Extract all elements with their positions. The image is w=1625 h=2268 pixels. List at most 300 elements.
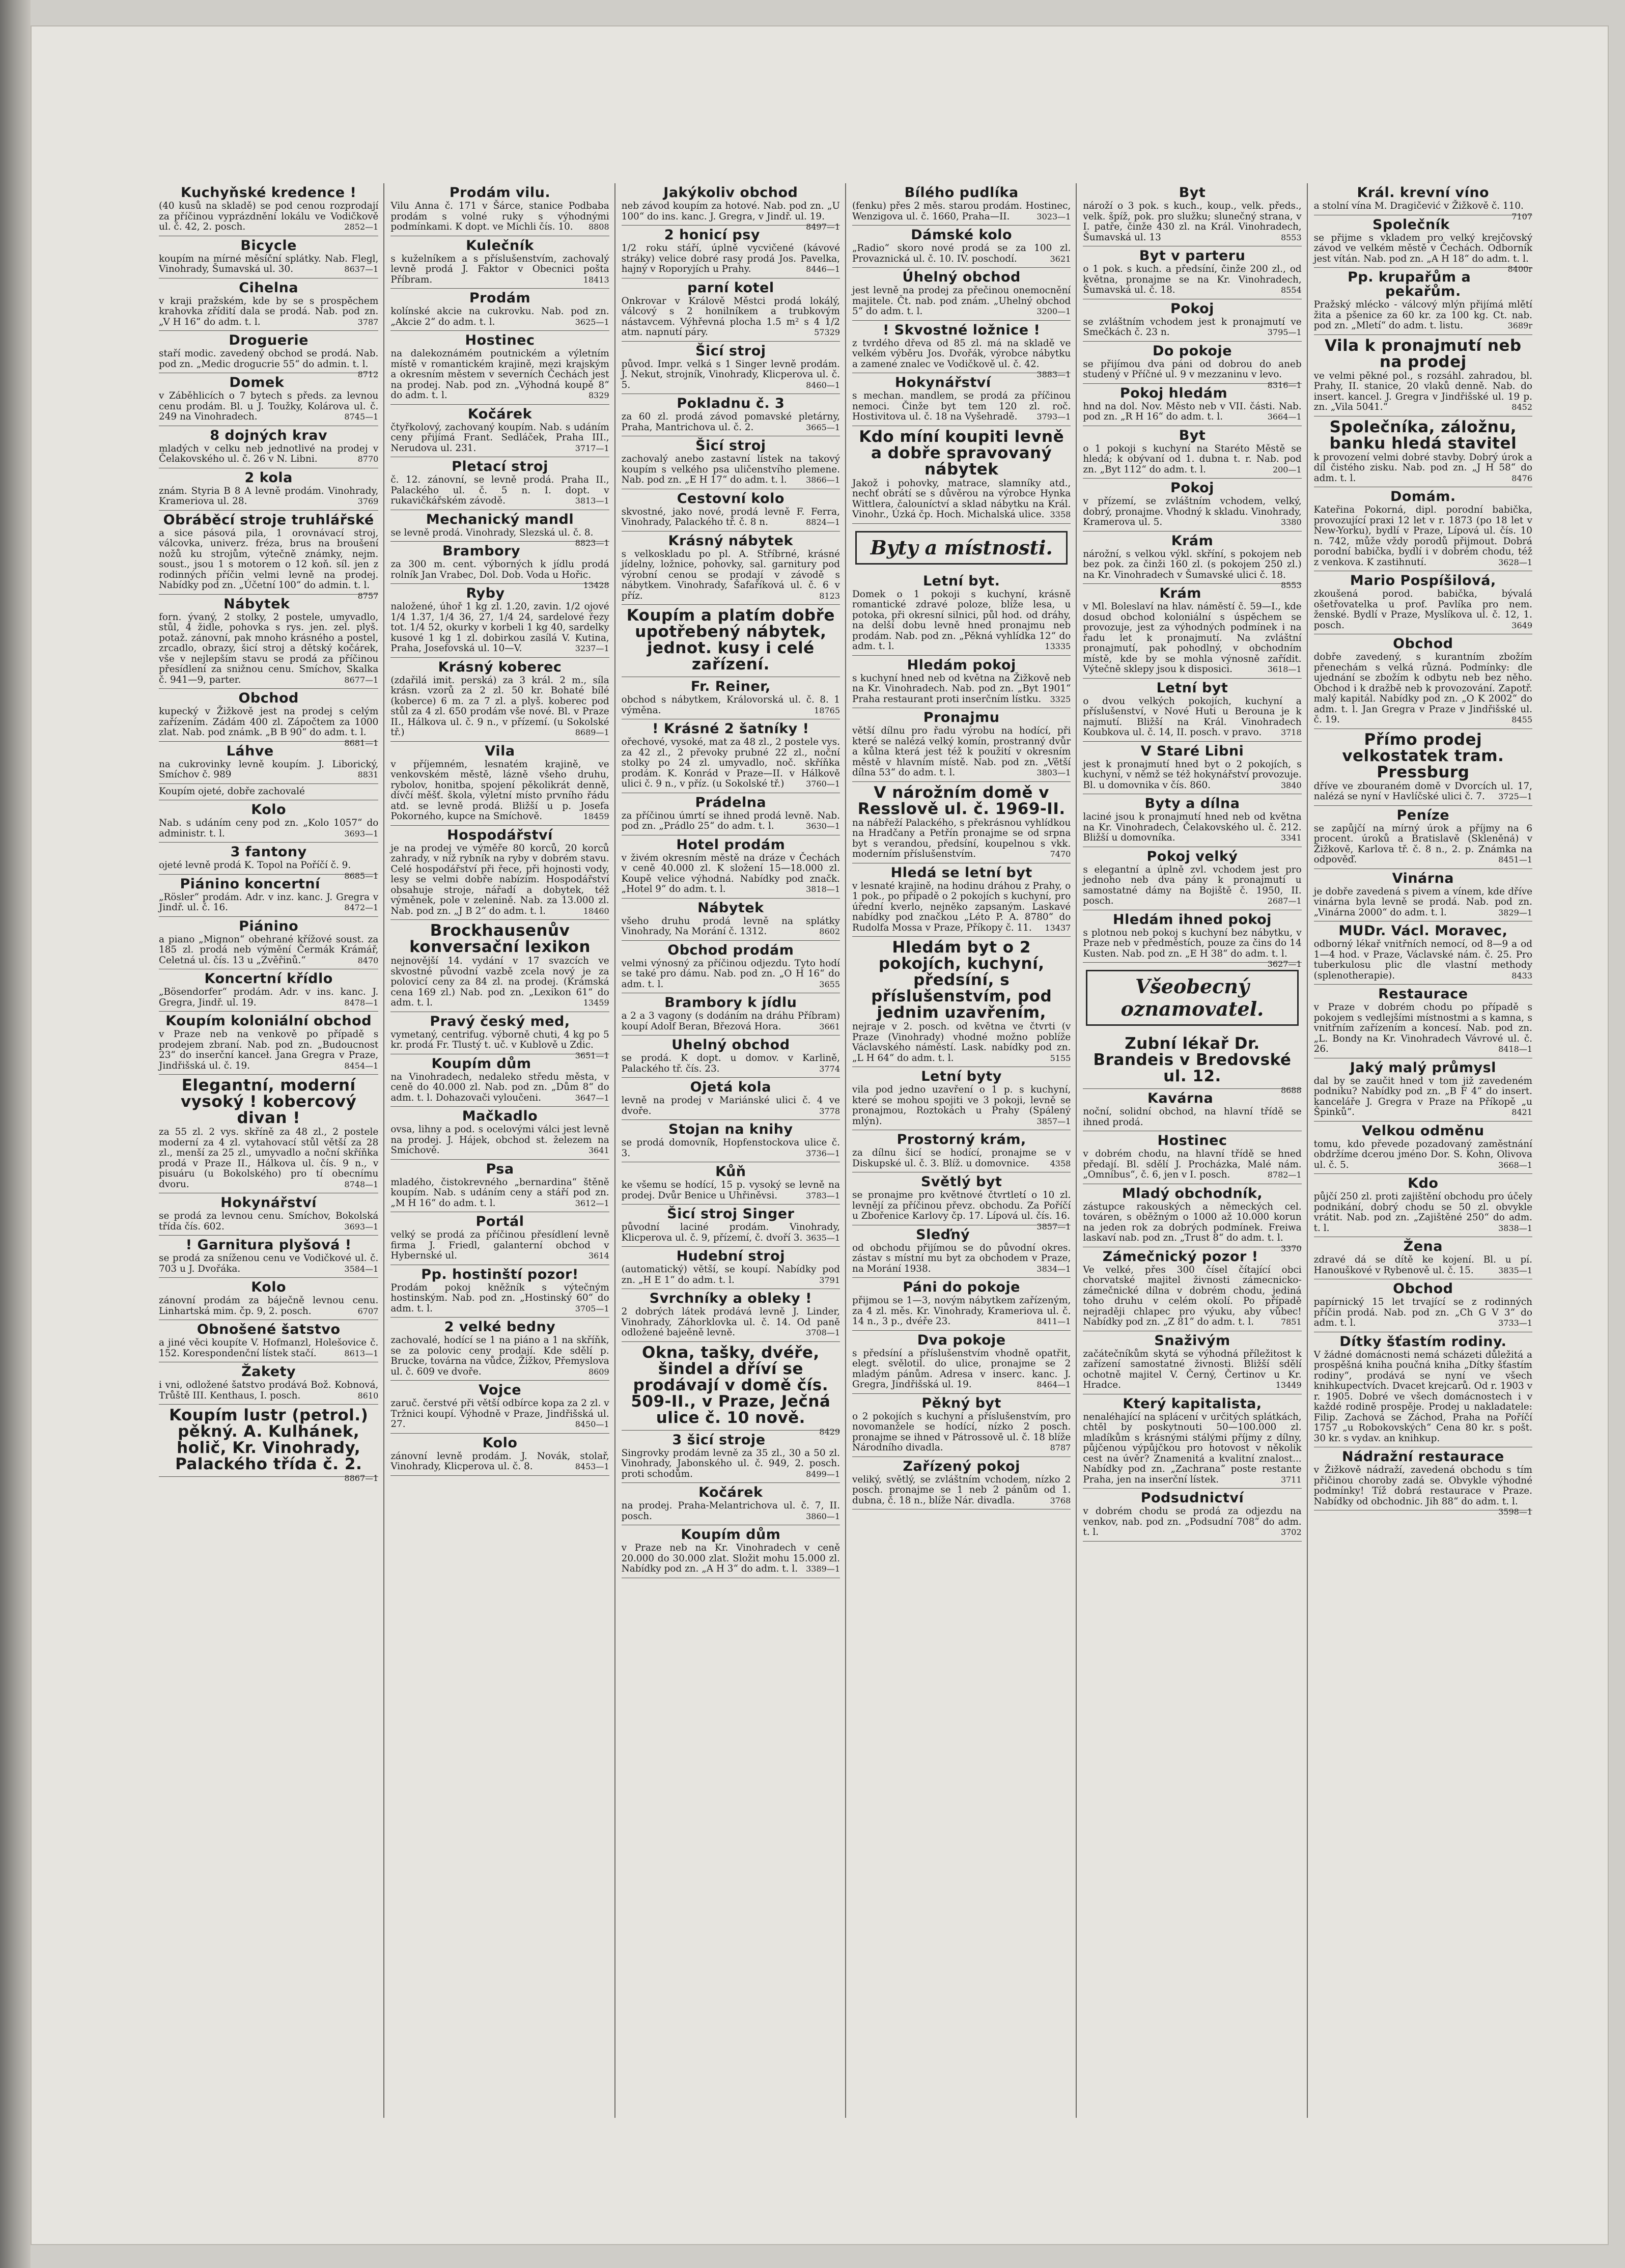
ad-text	[1314, 939, 1532, 981]
ad-code: 3702	[1280, 1527, 1302, 1537]
ad-code: 57329	[814, 327, 840, 337]
ad-text	[159, 1127, 378, 1190]
ad-text	[1083, 358, 1302, 390]
ad-body: a 2 a 3 vagony (s dodáním na dráhu Příbram) koupí Adolf Beran, Březová Hora.	[621, 1011, 840, 1032]
ad-body: dříve ve zbouraném domě v Dvorcích ul. 17, nalézá se nyní v Havlíčské ulici č. 7.	[1313, 780, 1532, 802]
ad-body: laciné jsou k pronajmutí hned neb od května na Kr. Vinohradech, Čelakovského ul. č. 212. Bližší u domovníka.	[1083, 811, 1302, 843]
classified-ad	[1314, 1122, 1532, 1174]
ad-code: 8497—1	[806, 222, 840, 232]
ad-code: 8712	[357, 370, 379, 379]
classified-ad	[390, 1318, 609, 1381]
ad-heading: Kolo	[482, 1435, 518, 1451]
ad-body: původ. Impr. velká s 1 Singer levně prodám. J. Nekut, strojník, Vinohrady, Klicperova ul. č. 5.	[621, 358, 840, 390]
ad-heading: Pronajmu	[923, 710, 1000, 725]
ad-text	[852, 338, 1071, 379]
ad-code: 3668—1	[1498, 1160, 1532, 1170]
ad-body: Pražský mlécko - válcový mlýn přijímá mlětí žita a pšenice za 60 kr. za 100 kg. Ct. nab. pod zn. „Mletí“ do adm. t. listu.	[1313, 299, 1532, 331]
ad-code: 3795—1	[1267, 327, 1302, 337]
ad-text	[852, 818, 1071, 860]
ad-body: velmi výnosný za příčinou odjezdu. Tyto hodí se také pro dámu. Nab. pod zn. „O H 16“ do adm. t. l.	[621, 958, 840, 990]
ad-heading: Prodám vilu.	[449, 185, 551, 201]
classified-ad	[159, 426, 378, 468]
ad-code: 3857—1	[1036, 1221, 1071, 1231]
ad-heading: Kočárek	[467, 406, 533, 422]
ad-code: 8453—1	[575, 1462, 609, 1471]
ad-code: 3628—1	[1498, 557, 1532, 567]
ad-body: čtyřkolový, zachovaný koupím. Nab. s udáním ceny přijímá Frant. Sedláček, Praha III., Nerudova ul. 231.	[390, 422, 609, 454]
ad-heading: Vinárna	[1392, 870, 1454, 886]
ad-body: se prodá domovník, Hopfenstockova ulice č. 3.	[621, 1137, 840, 1159]
ad-heading: Velkou odměnu	[1362, 1123, 1484, 1139]
ad-body: se zapůjčí na mírný úrok a příjmy na 6 procent. úroků a Bratislavě (Skleněná) v Žižkově, Karlova tř. č. 8 n., 2. p. Známka na odpověď.	[1313, 823, 1532, 865]
ad-body: tomu, kdo převede pozadovaný zaměstnání obdržíme dcerou jméno Dor. S. Kohn, Olivova ul. č. 5.	[1313, 1138, 1532, 1170]
ad-heading: Žakety	[241, 1364, 296, 1380]
classified-ad	[159, 1012, 378, 1075]
ad-text	[159, 860, 379, 881]
ad-text	[159, 391, 378, 423]
ad-body: Domek o 1 pokoji s kuchyní, krásně romantické zdravé poloze, blíže lesa, u potoka, při okresní silnici, půl hod. od dráhy, na delší dobu levně hned pronajmu neb prodám. Nab. pod zn. „Pěkná vyhlídka 12“ do adm. t. l.	[852, 589, 1071, 652]
classified-ad	[852, 937, 1071, 1067]
ad-body: staří modic. zavedený obchod se prodá. Nab. pod zn. „Medic drogucrie 55“ do admin. t. l.	[159, 348, 379, 370]
classified-ad	[390, 1012, 609, 1060]
ad-text	[159, 1211, 378, 1232]
ad-heading: Psa	[486, 1161, 514, 1177]
ad-code: 4358	[1050, 1158, 1071, 1168]
ad-heading: Kdo míní koupiti levně a dobře spravovaný nábytek	[859, 427, 1064, 479]
ad-heading: 2 kola	[244, 469, 293, 486]
ad-heading: V nárožním domě v Resslově ul. č. 1969-II.	[857, 783, 1066, 818]
classified-ad	[1314, 1174, 1532, 1237]
ad-heading: ! Garnitura plyšová !	[185, 1237, 352, 1253]
ad-text	[1314, 652, 1532, 725]
ad-code: 3803—1	[1036, 768, 1071, 777]
classified-ad	[1314, 634, 1532, 729]
classified-ad	[1314, 985, 1532, 1058]
classified-ad	[622, 1162, 840, 1205]
classified-ad	[1314, 806, 1532, 869]
ad-body: původní laciné prodám. Vinohrady, Klicperova ul. č. 9, přízemí, č. dvoří 3.	[621, 1222, 840, 1243]
ad-heading: Šicí stroj	[695, 438, 766, 454]
classified-ad	[852, 1278, 1071, 1331]
ad-code: 8553	[1280, 580, 1302, 590]
ad-code: 3370	[1280, 1243, 1302, 1253]
classified-ad	[852, 183, 1071, 226]
ad-body: dal by se zaučit hned v tom již zavedeném podniku? Nabídky pod zn. „B F 4“ do insert. kanceláře J. Gregra v Praze na Příkopě „u Špinků“.	[1313, 1075, 1532, 1117]
ad-text	[1314, 300, 1532, 331]
ad-text	[1083, 264, 1301, 296]
classified-ad	[159, 331, 379, 379]
classified-ad	[1083, 1331, 1301, 1394]
ad-heading: Bílého pudlíka	[904, 185, 1019, 201]
ad-heading: Hotel prodám	[676, 836, 786, 853]
ad-body: forn. ývaný, 2 stolky, 2 postele, umyvadlo, stůl, 4 židle, pohovka s rys. jen. zel. plyš. potaž. zánovní, pak mnoho krásného a postel, zrcadlo, obrazy, šicí stroj a dětský kočárek, vše v nejlepším stavu se prodá za příčinou přesídlení za snižnou cenu. Smíchov, Skalka č. 941—9, parter.	[159, 611, 379, 685]
ad-heading: Žena	[1403, 1239, 1443, 1254]
ad-heading: Krásný nábytek	[668, 533, 793, 549]
ad-heading: Přímo prodej velkostatek tram. Pressburg	[1342, 730, 1504, 781]
ad-code: 8782—1	[1267, 1170, 1302, 1180]
ad-text	[621, 201, 840, 232]
ad-body: s předsíní a příslušenstvím vhodně opatřit, elegt. svělotil. do ulice, pronajme se 2 mladým pánům. Adresa v inserc. kanc. J. Gregra, Jindřišská ul. 19.	[852, 1348, 1071, 1390]
ad-text	[852, 881, 1071, 934]
ad-code: 8677—1	[344, 675, 379, 685]
ad-heading: Dámské kolo	[911, 227, 1013, 243]
ad-body: na dalekoznámém poutnickém a výletním místě v romantickém krajině, mezi krajským a okresním městem v severních Čechách jest na prodej. Nab. pod zn. „Výhodná koupě 8“ do adm. t. l.	[390, 348, 609, 401]
ad-text	[1083, 1349, 1301, 1391]
ad-body: „Bösendorfer“ prodám. Adr. v ins. kanc. J. Gregra, Jindř. ul. 19.	[159, 987, 379, 1008]
ad-code: 8460—1	[806, 380, 840, 390]
ad-text	[852, 1349, 1071, 1390]
ad-text	[622, 1096, 840, 1116]
ad-heading: Kolo	[251, 1279, 287, 1295]
ad-text	[159, 444, 378, 465]
classified-ad	[622, 436, 840, 489]
ad-code: 8745—1	[344, 412, 379, 422]
column-1	[153, 183, 383, 2118]
classified-ad	[390, 584, 609, 658]
classified-ad	[622, 489, 840, 531]
ad-text	[159, 201, 378, 233]
classified-ad	[390, 331, 609, 405]
ad-text	[852, 1296, 1071, 1327]
classified-ad	[159, 595, 378, 689]
ad-text	[1083, 1107, 1301, 1128]
classified-ad	[1314, 1237, 1532, 1279]
ad-heading: Pp. krupařům a pekařům.	[1348, 269, 1471, 299]
ad-code: 8316—1	[1267, 380, 1302, 390]
ad-code: 3834—1	[1036, 1264, 1071, 1274]
ad-text	[1314, 453, 1532, 484]
ad-text	[390, 201, 609, 233]
ad-heading: Pp. hostinští pozor!	[421, 1266, 579, 1282]
ad-text	[1314, 1350, 1532, 1444]
ad-heading: Prádelna	[695, 794, 767, 810]
ad-code: 3693—1	[344, 828, 379, 838]
ad-body: v kraji pražském, kde by se s prospěchem krahovka zřídití dala se prodá. Nab. pod zn. „V H 16“ do adm. t. l.	[159, 295, 379, 327]
ad-code: 7107	[1511, 211, 1532, 221]
ad-heading: Byt	[1179, 427, 1206, 443]
ad-heading: Hledám ihned pokoj	[1113, 911, 1272, 928]
ad-heading: Pravý český med,	[430, 1013, 570, 1029]
ad-text	[1314, 1076, 1532, 1118]
ad-code: 3380	[1280, 517, 1302, 527]
classified-ad	[622, 677, 840, 719]
ad-text	[1083, 402, 1301, 423]
ad-heading: Vojce	[478, 1382, 522, 1398]
classified-ad	[1083, 794, 1301, 847]
ad-code: 3860—1	[806, 1511, 840, 1521]
classified-ad	[390, 826, 609, 920]
ad-text	[159, 527, 379, 601]
classified-ad	[852, 1130, 1071, 1172]
classified-ad	[622, 226, 840, 278]
classified-ad	[1083, 342, 1302, 390]
ad-text	[1314, 505, 1532, 568]
ad-body: půjčí 250 zl. proti zajištění obchodu pro účely podnikání, dobrý chodu se 50 zl. obvykle vrátit. Nab. pod zn. „Zajištěné 250“ do adm. t. l.	[1313, 1191, 1532, 1234]
ad-code: 8478—1	[344, 997, 379, 1007]
classified-ad	[1083, 1131, 1301, 1184]
ad-text	[1083, 812, 1301, 844]
ad-text	[622, 1011, 840, 1032]
classified-ad	[852, 373, 1071, 426]
ad-text	[622, 1265, 840, 1285]
classified-ad	[852, 1225, 1071, 1278]
ad-heading: Obchod	[238, 690, 299, 706]
ad-body: nejraje v 2. posch. od května ve čtvrti (v Praze (Vinohrady) vhodné možno poblíže Václavského náměstí. Lask. nabídky pod zn. „L H 64“ do adm. t. l.	[852, 1021, 1071, 1063]
ad-heading: Restaurace	[1378, 986, 1468, 1002]
ad-text	[390, 1283, 609, 1314]
ad-body: Koupím ojeté, dobře zachovalé	[159, 786, 305, 797]
ad-heading: Nábytek	[697, 900, 764, 916]
ad-heading: Byt v parteru	[1139, 248, 1246, 264]
ad-code: 3883—1	[1036, 370, 1071, 379]
ad-heading: Prostorný krám,	[896, 1132, 1026, 1147]
ad-code: 3627—1	[1267, 959, 1302, 969]
ad-code: 3705—1	[575, 1303, 609, 1313]
ad-body: ke všemu se hodící, 15 p. vysoký se levně na prodej. Dvůr Benice u Uhřiněvsi.	[621, 1180, 840, 1201]
classified-columns	[153, 183, 1537, 2118]
ad-heading: Společníka, záložnu, banku hledá stavitel	[1329, 417, 1517, 453]
ad-body: ojeté levně prodá K. Topol na Poříčí č. 9.	[159, 860, 351, 871]
ad-heading: Kdo	[1408, 1175, 1439, 1191]
ad-text	[390, 1072, 609, 1104]
ad-body: zánovní prodám za báječně levnou cenu. Linhartská mim. čp. 9, 2. posch.	[159, 1295, 379, 1317]
ad-code: 8429	[819, 1426, 840, 1437]
classified-ad	[159, 843, 379, 881]
ad-text	[159, 1380, 378, 1401]
ad-code: 8476	[1511, 473, 1532, 483]
ad-code: 3237—1	[575, 643, 609, 653]
ad-body: s mechan. mandlem, se prodá za příčinou nemoci. Činže byt tem 120 zl. roč. Hostivitova ul. č. 18 na Vyšehradě.	[852, 390, 1071, 422]
ad-heading: Krám	[1159, 585, 1201, 601]
ad-body: Prodám pokoj kněžník s výtečným hostinským. Nab. pod zn. „Hostinský 60“ do adm. t. l.	[390, 1282, 609, 1314]
ad-text	[1314, 887, 1532, 918]
ad-text	[1083, 1149, 1301, 1181]
ad-code: 8451—1	[1498, 855, 1532, 864]
classified-ad	[622, 1525, 840, 1578]
ad-text	[852, 1412, 1071, 1453]
ad-text	[1083, 201, 1301, 243]
ad-text	[390, 1335, 609, 1377]
ad-body: s elegantní a úplně zvl. vchodem jest pro jednoho neb dva pány k pronajmutí u samostatné dámy na Bojiště č. 1950, II. posch.	[1083, 864, 1302, 906]
ad-code: 3598—1	[1498, 1507, 1532, 1517]
classified-ad	[622, 719, 840, 793]
ad-heading: Šicí stroj	[695, 343, 766, 359]
ad-text	[1314, 589, 1532, 631]
ad-code: 3813—1	[575, 496, 609, 506]
ad-heading: Hudební stroj	[676, 1248, 785, 1264]
ad-heading: Úhelný obchod	[902, 269, 1021, 285]
ad-code: 3664—1	[1267, 412, 1302, 422]
ad-body: (automatický) větší, se koupí. Nabídky pod zn. „H E 1“ do adm. t. l.	[621, 1264, 840, 1285]
classified-ad	[390, 1160, 609, 1213]
ad-heading: Hledám byt o 2 pokojích, kuchyní, předsíní, s příslušenstvím, pod jednim uzavřením,	[871, 938, 1052, 1022]
ad-text	[390, 676, 609, 738]
ad-heading: Kůň	[715, 1164, 746, 1180]
ad-code: 8602	[819, 927, 840, 936]
ad-heading: Obchod prodám	[667, 942, 794, 958]
classified-ad	[1083, 1394, 1301, 1489]
ad-body: se levně prodá. Vinohrady, Slezská ul. č. 8.	[390, 527, 594, 538]
ad-heading: Jaký malý průmysl	[1350, 1059, 1496, 1076]
section-banner: Byty a místnosti.	[855, 531, 1068, 565]
ad-body: mladého, čistokrevného „bernardina“ štěně koupím. Nab. s udáním ceny a stáří pod zn. „M H 16“ do adm. t. l.	[390, 1177, 609, 1209]
ad-heading: Bicycle	[240, 237, 297, 254]
ad-body: v Záběhlicích o 7 bytech s předs. za levnou cenu prodám. Bl. u J. Toužky, Kolárova ul. č. 249 na Vinohradech.	[159, 390, 379, 422]
classified-ad	[622, 1342, 840, 1437]
ad-heading: Nábytek	[223, 596, 290, 612]
ad-heading: Pletací stroj	[452, 459, 548, 474]
classified-ad	[1083, 299, 1301, 342]
ad-heading: Koupím dům	[681, 1527, 781, 1543]
ad-code: 3584—1	[344, 1264, 379, 1274]
ad-heading: Pokoj	[1170, 300, 1214, 317]
classified-ad	[159, 183, 378, 236]
ad-text	[1314, 824, 1532, 865]
ad-body: kolínské akcie na cukrovku. Nab. pod zn. „Akcie 2“ do adm. t. l.	[390, 306, 609, 327]
ad-text	[852, 1190, 1071, 1231]
column-2	[383, 183, 614, 2118]
ad-heading: Hledám pokoj	[907, 657, 1016, 673]
classified-ad	[159, 784, 378, 801]
ad-text	[159, 818, 378, 839]
classified-ad	[622, 1289, 840, 1342]
ad-heading: Do pokoje	[1152, 343, 1232, 359]
ad-text	[852, 590, 1071, 652]
classified-ad	[622, 941, 840, 994]
ad-code: 3783—1	[806, 1190, 840, 1200]
classified-ad	[622, 899, 840, 941]
ad-body: se zvláštním vchodem jest k pronajmutí ve Smečkách č. 23 n.	[1083, 316, 1302, 338]
ad-code: 3787	[357, 317, 379, 327]
ad-text	[852, 1243, 1071, 1275]
classified-ad	[852, 708, 1071, 782]
ad-code: 8470	[357, 955, 379, 965]
ad-body: koupím na mírné měsíční splátky. Nab. Flegl, Vinohrady, Šumavská ul. 30.	[159, 253, 379, 274]
ad-code: 3760—1	[806, 779, 840, 789]
ad-body: všeho druhu prodá levně na splátky Vinohrady, Na Morání č. 1312.	[621, 915, 840, 937]
classified-ad	[390, 457, 609, 510]
ad-body: zachovalé, hodící se 1 na piáno a 1 na skříňk, se za polovic ceny prodají. Kde sdělí p. Brucke, továrna na vůdce, Žižkov, Přemyslova ul. č. 609 ve dvoře.	[390, 1335, 609, 1377]
ad-heading: Vila	[485, 743, 515, 759]
ad-code: 3857—1	[1036, 1116, 1071, 1126]
ad-body: zdravé dá se dítě ke kojení. Bl. u pí. Hanouškové v Rybenově ul. č. 15.	[1313, 1254, 1532, 1276]
classified-ad	[159, 278, 378, 331]
classified-ad	[852, 1457, 1071, 1510]
ad-body: ve velmi pěkné pol., s rozsáhl. zahradou, bl. Prahy, II. stanice, 20 vlaků denně. Nab. do insert. kancel. J. Gregra v Jindřišské ul. 19 p. zn. „Vila 5041.“	[1313, 370, 1532, 412]
ad-body: je na prodej ve výměře 80 korců, 20 korců zahrady, v níž rybník na ryby v dobrém stavu. Celé hospodářství při řece, při hojnosti vody, lesy se velmi dobře nabízím. Hospodářství obsahuje stroje, nářadí a dobytek, též výměnek, pole v zelenině. Nab. za 13.000 zl. Nab. pod zn. „J B 2“ do adm. t. l.	[390, 843, 609, 916]
ad-body: zánovní levně prodám. J. Novák, stolař, Vinohrady, Klicperova ul. č. 8.	[390, 1450, 609, 1472]
ad-body: obchod s nábytkem, Královorská ul. č. 8. 1 výměna.	[621, 694, 840, 716]
ad-heading: Brambory	[442, 543, 521, 559]
ad-body: o 1 pokoji s kuchyní na Staréto Městě se hledá; k obývaní od 1. dubna t. r. Nab. pod zn. „Byt 112“ do adm. t. l.	[1083, 443, 1302, 475]
ad-code: 2687—1	[1267, 896, 1302, 906]
ad-code: 3614	[588, 1251, 609, 1261]
ad-text	[622, 1448, 840, 1480]
ad-text	[1083, 927, 1302, 969]
classified-ad	[852, 1394, 1071, 1457]
ad-text	[159, 486, 378, 507]
ad-body: v Praze neb na venkově po případě s prodejem zbraní. Nab. pod zn. „Budoucnost 23“ do inserční kanceł. Jana Gregra v Praze, Jindřišská ul. č. 19.	[159, 1029, 379, 1071]
ad-text	[622, 1053, 840, 1074]
ad-code: 3733—1	[1498, 1318, 1532, 1328]
classified-ad	[1083, 246, 1301, 299]
ad-body: „Radio“ skoro nové prodá se za 100 zl. Provaznická ul. č. 10. IV. poschodí.	[852, 243, 1071, 264]
ad-body: „Rösler“ prodám. Adr. v inz. kanc. J. Gregra v Jindř. ul. č. 16.	[159, 891, 379, 913]
ad-text	[1313, 1465, 1532, 1517]
ad-body: s velkoskladu po pl. A. Stříbrné, krásné jídelny, ložnice, pohovky, sal. garnitury pod výrobní cenou se prodají v závodě s nábytkem. Vinohrady, Šafaříková ul. č. 6 v příz.	[621, 548, 840, 601]
ad-heading: 8 dojných krav	[210, 427, 328, 443]
classified-ad	[390, 405, 609, 458]
ad-code: 8454—1	[344, 1060, 379, 1071]
ad-body: Vilu Anna č. 171 v Šárce, stanice Podbaba prodám s volné ruky s výhodnými podmínkami. K dopt. ve Michli čís. 10.	[390, 201, 609, 232]
ad-heading: Ojetá kola	[690, 1079, 771, 1095]
classified-ad	[159, 1193, 378, 1236]
ad-text	[390, 956, 609, 1009]
classified-ad	[852, 1172, 1071, 1231]
ad-body: znám. Styria B 8 A levně prodám. Vinohrady, Krameriova ul. 28.	[159, 485, 379, 507]
classified-ad	[390, 1054, 609, 1107]
ad-body: veliký, světlý, se zvláštním vchodem, nízko 2 posch. pronajme se 1 neb 2 pánům od 1. dubna, č. 18 n., blíže Nár. divadla.	[852, 1474, 1071, 1506]
ad-code: 8329	[588, 390, 609, 400]
ad-text	[622, 811, 840, 832]
ad-heading: Kolo	[251, 802, 287, 818]
classified-ad	[390, 1212, 609, 1265]
ad-heading: Cestovní kolo	[677, 490, 785, 507]
ad-body: 1/2 roku stáří, úplně vycvičené (kávové stráky) velice dobré rasy prodá Jos. Pavelka, hajný v Roporyjích u Prahy.	[621, 243, 840, 274]
classified-ad	[621, 183, 840, 232]
ad-heading: Král. krevní víno	[1357, 185, 1490, 201]
ad-heading: ! Skvostné ložnice !	[883, 322, 1041, 338]
classified-ad	[622, 1120, 840, 1162]
ad-code: 8685—1	[344, 871, 379, 881]
ad-code: 5155	[1050, 1053, 1071, 1063]
classified-ad	[390, 510, 609, 548]
ad-text	[1083, 548, 1302, 590]
classified-ad	[159, 800, 378, 843]
ad-body: s kuchyní hned neb od května na Žižkově neb na Kr. Vinohradech. Nab. pod zn. „Byt 1901“ Praha restaurant proti inserčním lístku.	[852, 673, 1071, 705]
ad-body: kupecký v Žižkově jest na prodej s celým zařízením. Zádám 400 zl. Zápočtem za 1000 zlat. Nab. pod známk. „B B 90“ do adm. t. l.	[159, 706, 379, 738]
ad-text	[1314, 1192, 1532, 1234]
ad-code: 8455	[1511, 715, 1532, 724]
ad-body: jest k pronajmutí hned byt o 2 pokojích, s kuchyní, v němž se též hokynářství provozuje. Bl. u domovnika v čís. 860.	[1083, 759, 1302, 791]
ad-code: 8433	[1511, 970, 1532, 981]
ad-text	[1083, 696, 1301, 738]
ad-code: 7851	[1280, 1317, 1302, 1327]
classified-ad	[622, 793, 840, 835]
ad-text	[1314, 1002, 1532, 1055]
ad-code: 3725—1	[1498, 792, 1532, 801]
classified-ad	[1314, 1058, 1532, 1122]
ad-text	[622, 507, 840, 528]
ad-body: i vni, odložené šatstvo prodává Bož. Kobnová, Trůště III. Kenthaus, I. posch.	[159, 1380, 379, 1401]
ad-code: 3711	[1280, 1474, 1302, 1485]
ad-text	[159, 612, 378, 686]
ad-text	[622, 1138, 840, 1159]
ad-code: 2852—1	[344, 222, 379, 232]
ad-heading: Který kapitalista,	[1123, 1395, 1262, 1412]
ad-heading: Páni do pokoje	[903, 1279, 1020, 1295]
ad-heading: Zámečnický pozor !	[1102, 1248, 1258, 1265]
ad-heading: Brockhausenův konversační lexikon	[409, 921, 591, 956]
classified-ad	[159, 1405, 379, 1483]
ad-code: 18413	[583, 274, 609, 285]
ad-heading: Byt	[1179, 185, 1206, 201]
classified-ad	[622, 394, 840, 436]
ad-heading: Letní byty	[921, 1069, 1002, 1084]
classified-ad	[852, 863, 1071, 937]
classified-ad	[622, 278, 840, 342]
ad-body: začátečníkům skytá se výhodná příležitost k zařízení samostatné živnosti. Bližší sdělí ochotně majitel V. Černý, Čertinov u Kr. Hradce.	[1083, 1348, 1302, 1390]
